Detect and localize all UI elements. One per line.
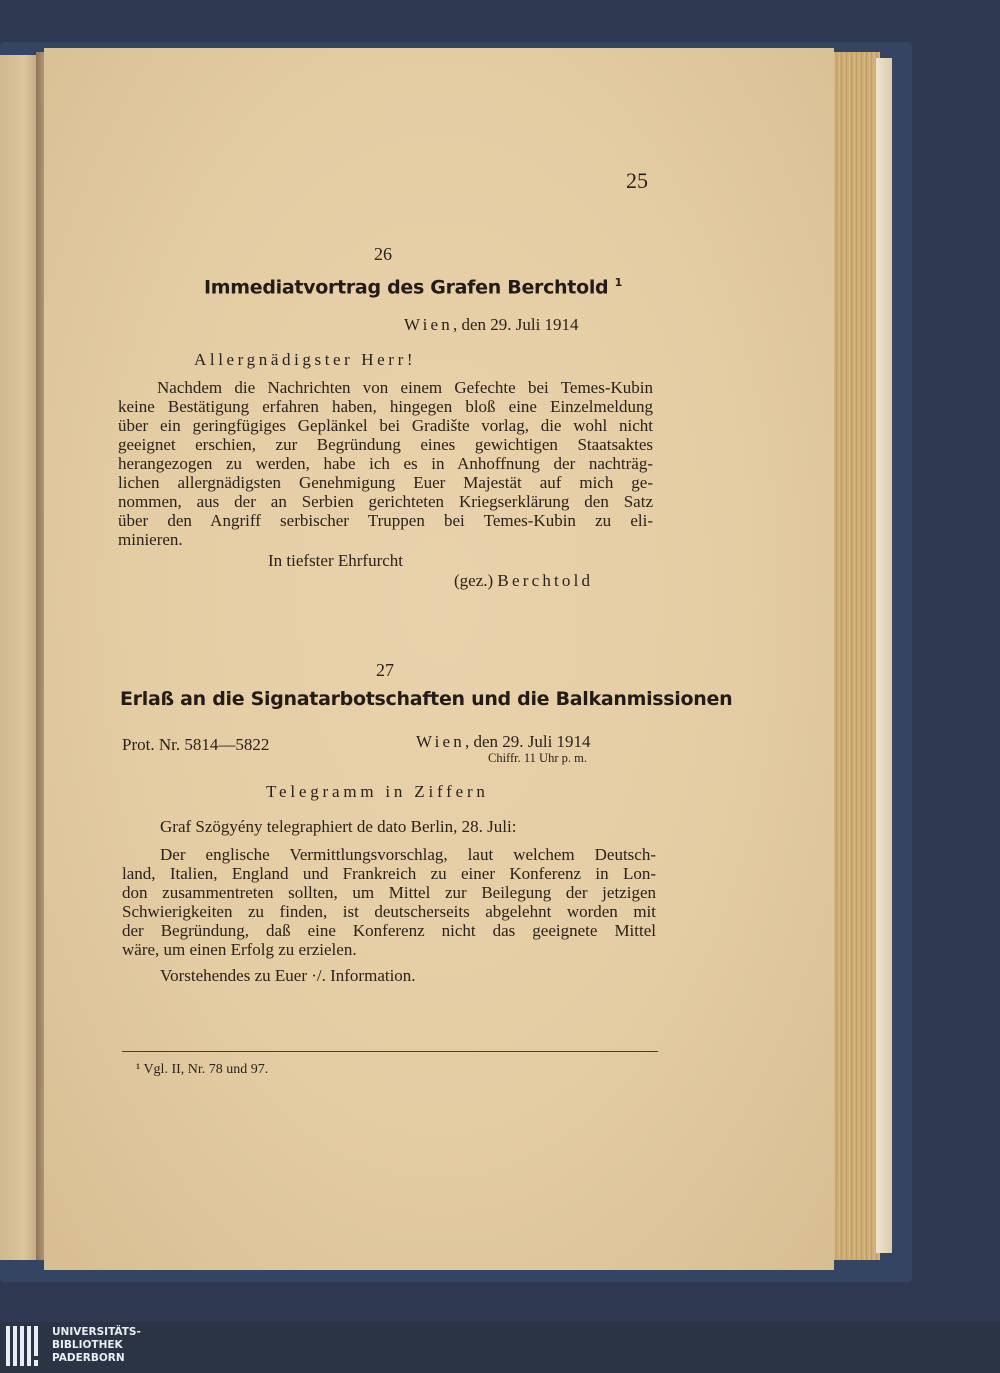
body-line: Schwierigkeiten zu finden, ist deutscherseits abgelehnt worden mit bbox=[122, 902, 656, 921]
library-logo-icon bbox=[4, 1326, 44, 1366]
body-line: herangezogen zu werden, habe ich es in Anhoffnung der nachträg- bbox=[118, 454, 653, 473]
body-line: don zusammentreten sollten, um Mittel zur Beilegung der jetzigen bbox=[122, 883, 656, 902]
body-line: Nachdem die Nachrichten von einem Gefechte bei Temes-Kubin bbox=[157, 378, 653, 397]
document-number: 26 bbox=[374, 244, 392, 264]
body-line: land, Italien, England und Frankreich zu einer Konferenz in Lon- bbox=[122, 864, 656, 883]
body-line: der Begründung, daß eine Konferenz nicht das geeignete Mittel bbox=[122, 921, 656, 940]
logo-line: UNIVERSITÄTS- bbox=[52, 1326, 141, 1338]
document-number: 27 bbox=[376, 660, 394, 680]
body-line: geeignet erschien, zur Begründung eines gewichtigen Staatsaktes bbox=[118, 435, 653, 454]
body-line: wäre, um einen Erfolg zu erzielen. bbox=[122, 940, 357, 959]
book-page bbox=[44, 48, 834, 1270]
closing: In tiefster Ehrfurcht bbox=[268, 551, 403, 570]
document-title bbox=[204, 276, 622, 298]
signature: (gez.) Berchtold bbox=[454, 571, 594, 590]
footnote: ¹ Vgl. II, Nr. 78 und 97. bbox=[136, 1062, 269, 1077]
telegram-header: Telegramm in Ziffern bbox=[266, 782, 489, 801]
library-footer bbox=[0, 1322, 1000, 1373]
cipher-note: Chiffr. 11 Uhr p. m. bbox=[488, 751, 587, 765]
title-text: Immediatvortrag des Grafen Berchtold bbox=[204, 276, 609, 299]
body-line: lichen allergnädigsten Genehmigung Euer Majestät auf mich ge- bbox=[118, 473, 653, 492]
dateline: Wien, den 29. Juli 1914 bbox=[416, 732, 591, 751]
body-line: über den Angriff serbischer Truppen bei Temes-Kubin zu eli- bbox=[118, 511, 653, 530]
logo-line: PADERBORN bbox=[52, 1352, 125, 1364]
body-line: keine Bestätigung erfahren haben, hingegen bloß eine Einzelmeldung bbox=[118, 397, 653, 416]
body-line: minieren. bbox=[118, 530, 183, 549]
endpaper bbox=[876, 58, 892, 1253]
library-logo-text bbox=[52, 1326, 141, 1365]
protocol-number: Prot. Nr. 5814—5822 bbox=[122, 735, 270, 754]
body-line: über ein geringfügiges Geplänkel bei Gradište vorlag, die wohl nicht bbox=[118, 416, 653, 435]
footnote-marker: 1 bbox=[614, 276, 623, 289]
footnote-rule bbox=[122, 1051, 658, 1052]
closing: Vorstehendes zu Euer ·/. Information. bbox=[160, 966, 416, 985]
logo-line: BIBLIOTHEK bbox=[52, 1339, 123, 1351]
dateline: Wien, den 29. Juli 1914 bbox=[404, 315, 579, 334]
body-line: nommen, aus der an Serbien gerichteten Kriegserklärung den Satz bbox=[118, 492, 653, 511]
salutation: Allergnädigster Herr! bbox=[194, 350, 417, 369]
body-line: Der englische Vermittlungsvorschlag, laut welchem Deutsch- bbox=[160, 845, 656, 864]
page-number: 25 bbox=[626, 168, 648, 193]
telegram-intro: Graf Szögyény telegraphiert de dato Berlin, 28. Juli: bbox=[160, 817, 517, 836]
document-title: Erlaß an die Signatarbotschaften und die Balkanmissionen bbox=[120, 688, 733, 710]
